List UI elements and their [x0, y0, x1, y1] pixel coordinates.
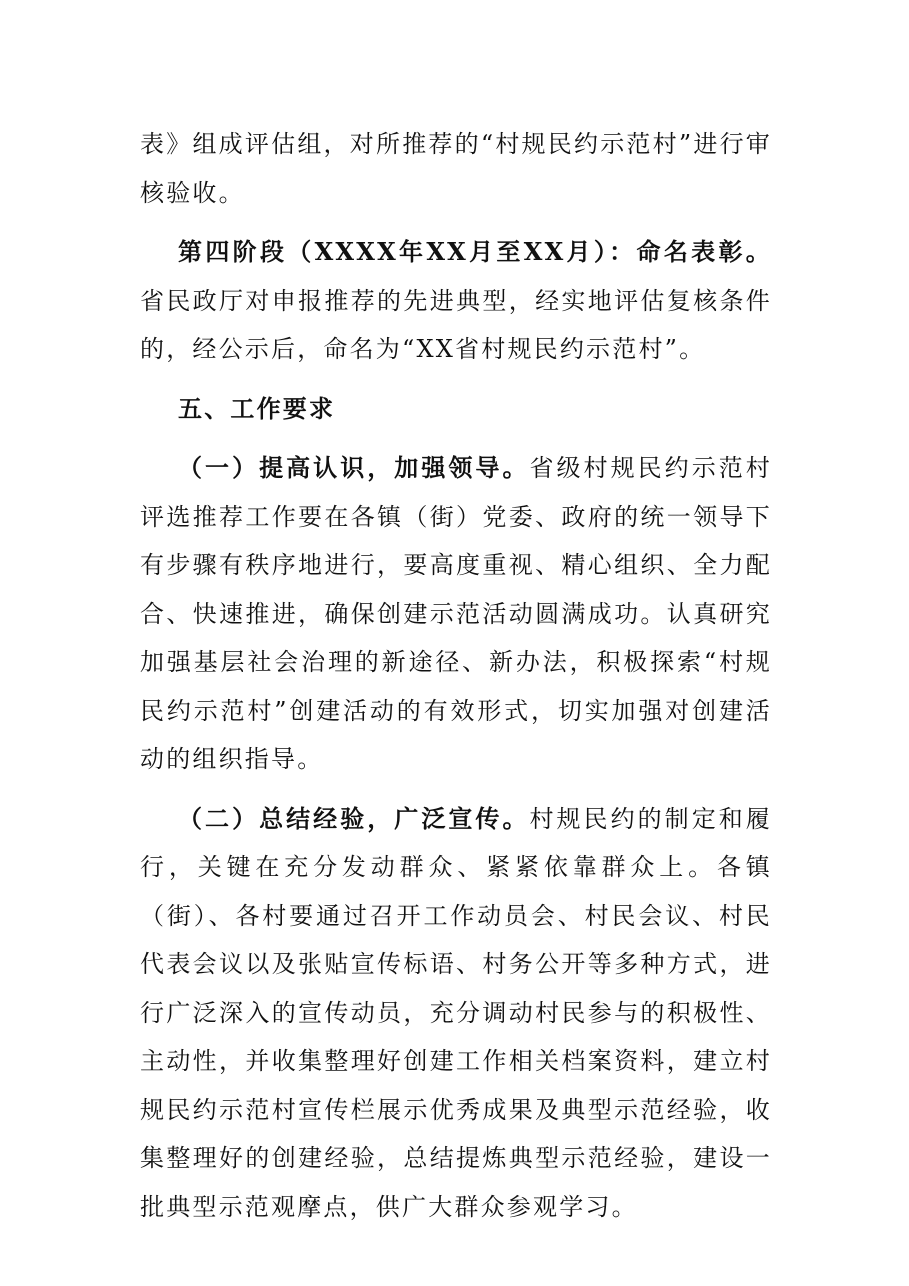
- paragraph-requirement-one: [140, 444, 772, 784]
- requirement-one-heading: （一）提高认识，加强领导。: [178, 453, 530, 482]
- stage-four-heading: 第四阶段（XXXX年XX月至XX月）：命名表彰。: [178, 237, 772, 266]
- document-body: [140, 120, 772, 1231]
- requirement-two-heading: （二）总结经验，广泛宣传。: [178, 803, 530, 833]
- paragraph-requirement-two: [140, 795, 772, 1232]
- paragraph-text: 省级村规民约示范村评选推荐工作要在各镇（街）党委、政府的统一领导下有步骤有秩序地进行，要高度重视、精心组织、全力配合、快速推进，确保创建示范活动圆满成功。认真研究加强基层社会治理的新途径、新办法，积极探索“村规民约示范村”创建活动的有效形式，切实加强对创建活动的组织指导。: [140, 454, 772, 773]
- paragraph-text: 村规民约的制定和履行，关键在充分发动群众、紧紧依靠群众上。各镇（街）、各村要通过召开工作动员会、村民会议、村民代表会议以及张贴宣传标语、村务公开等多种方式，进行广泛深入的宣传动员，充分调动村民参与的积极性、主动性，并收集整理好创建工作相关档案资料，建立村规民约示范村宣传栏展示优秀成果及典型示范经验，收集整理好的创建经验，总结提炼典型示范经验，建设一批典型示范观摩点，供广大群众参观学习。: [140, 804, 772, 1221]
- paragraph-text: 省民政厅对申报推荐的先进典型，经实地评估复核条件的，经公示后，命名为“XX省村规民约示范村”。: [140, 286, 772, 363]
- paragraph-text: 表》组成评估组，对所推荐的“村规民约示范村”进行审核验收。: [140, 130, 772, 207]
- paragraph-stage-four: [140, 228, 772, 374]
- section-heading-work-requirements: [140, 385, 772, 434]
- paragraph-evaluation-continued: [140, 120, 772, 217]
- section-heading-text: 五、工作要求: [178, 393, 336, 423]
